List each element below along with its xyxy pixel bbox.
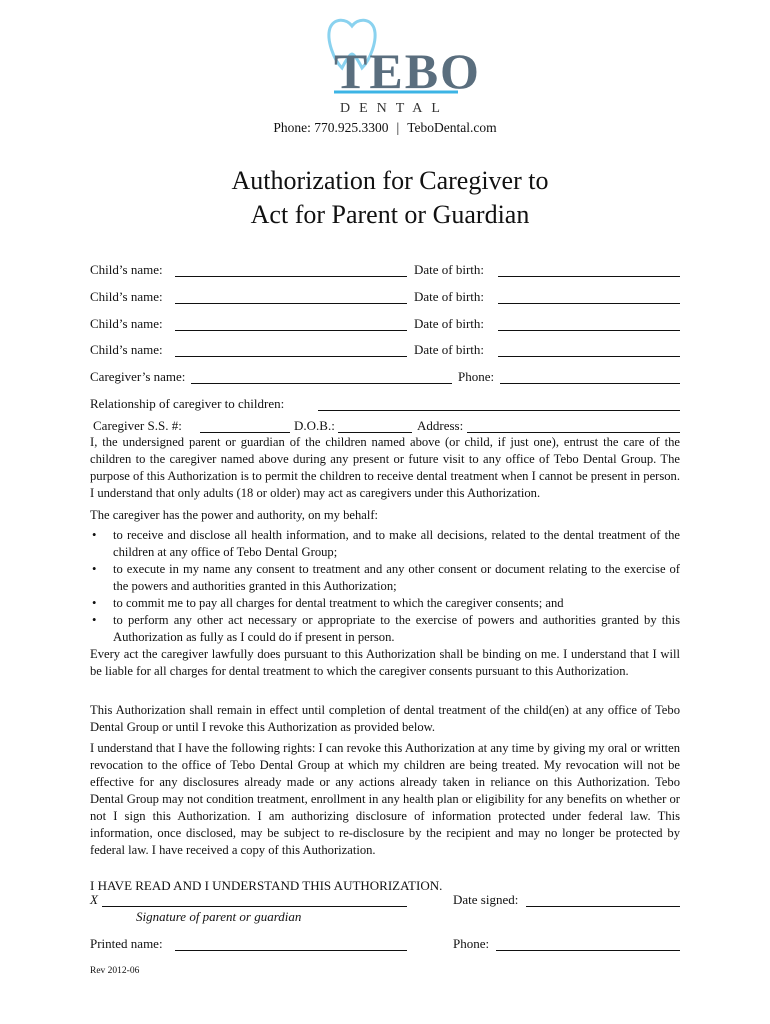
form-title: [0, 164, 770, 232]
phone-number: Phone: 770.925.3300: [273, 120, 389, 135]
child-dob-label: Date of birth:: [414, 342, 485, 357]
date-signed-field[interactable]: [526, 892, 680, 907]
acknowledgement-text: I HAVE READ AND I UNDERSTAND THIS AUTHORIZATION.: [90, 878, 443, 893]
caregiver-phone-field[interactable]: [500, 369, 680, 384]
relationship-field[interactable]: [318, 396, 680, 411]
child-name-label: Child’s name:: [90, 262, 163, 277]
relationship-label: Relationship of caregiver to children:: [90, 396, 285, 411]
child-row-4: [90, 342, 163, 358]
child-dob-field[interactable]: [498, 289, 680, 304]
child-dob-field[interactable]: [498, 262, 680, 277]
bullet: •: [92, 596, 97, 610]
logo-subtitle: DENTAL: [340, 101, 449, 116]
bullet: •: [92, 528, 97, 542]
caregiver-name-field[interactable]: [191, 369, 452, 384]
power-paragraph: The caregiver has the power and authority, on my behalf:: [90, 508, 379, 522]
binding-paragraph: Every act the caregiver lawfully does pursuant to this Authorization shall be binding on me. I understand that I will be liable for all charges for dental treatment to which the caregiver consents pursuant to this Authorization.: [90, 647, 680, 678]
caregiver-name-label: Caregiver’s name:: [90, 369, 186, 384]
website-link[interactable]: TeboDental.com: [407, 120, 497, 135]
child-dob-label: Date of birth:: [414, 262, 485, 277]
caregiver-dob-field[interactable]: [338, 418, 412, 433]
title-line-2: Act for Parent or Guardian: [250, 200, 530, 229]
rights-paragraph: I understand that I have the following rights: I can revoke this Authorization at any time by giving my oral or written revocation to the office of Tebo Dental Group at which my children are being treated. My revocation will not be effective for any disclosures already made or any actions already taken in reliance on this Authorization. Tebo Dental Group may not condition treatment, enrollment in any health plan or eligibility for any benefits on whether or not I sign this Authorization. I am authorizing disclosure of information protected under federal law. This information, once disclosed, may be subject to re-disclosure by the recipient and may no longer be protected by federal law. I have received a copy of this Authorization.: [90, 741, 680, 857]
printed-name-field[interactable]: [175, 936, 407, 951]
child-dob-label: Date of birth:: [414, 289, 485, 304]
effect-paragraph: This Authorization shall remain in effect until completion of dental treatment of the child(en) at any office of Tebo Dental Group or until I revoke this Authorization as provided below.: [90, 703, 680, 734]
bullet: •: [92, 562, 97, 576]
child-row-2: [90, 289, 163, 305]
list-item: • to receive and disclose all health information, and to make all decisions, related to the dental treatment of the children at any office of Tebo Dental Group;: [92, 528, 680, 559]
signer-phone-label: Phone:: [453, 936, 490, 951]
revision-note: Rev 2012-06: [90, 966, 140, 976]
date-signed-label: Date signed:: [453, 892, 519, 907]
child-name-field[interactable]: [175, 262, 407, 277]
signature-field[interactable]: [102, 892, 407, 907]
child-name-field[interactable]: [175, 316, 407, 331]
list-item: • to commit me to pay all charges for dental treatment to which the caregiver consents; and: [92, 596, 564, 610]
caregiver-address-field[interactable]: [467, 418, 680, 433]
child-dob-field[interactable]: [498, 342, 680, 357]
caregiver-phone-label: Phone:: [458, 369, 495, 384]
child-name-label: Child’s name:: [90, 342, 163, 357]
child-name-label: Child’s name:: [90, 316, 163, 331]
child-row-3: [90, 316, 163, 332]
bullet: •: [92, 613, 97, 627]
caregiver-ss-field[interactable]: [200, 418, 290, 433]
child-row-1: [90, 262, 163, 278]
child-dob-field[interactable]: [498, 316, 680, 331]
printed-name-label: Printed name:: [90, 936, 163, 951]
signature-x-mark: X: [90, 892, 98, 907]
child-name-field[interactable]: [175, 289, 407, 304]
child-name-label: Child’s name:: [90, 289, 163, 304]
caregiver-ss-label: Caregiver S.S. #:: [93, 418, 182, 433]
logo-wordmark: TEBO: [334, 43, 481, 99]
contact-line: [0, 120, 770, 136]
title-line-1: Authorization for Caregiver to: [231, 166, 549, 195]
signer-phone-field[interactable]: [496, 936, 680, 951]
caregiver-address-label: Address:: [417, 418, 464, 433]
signature-caption: Signature of parent or guardian: [136, 909, 302, 924]
tebo-dental-logo: [312, 16, 481, 116]
intro-paragraph: I, the undersigned parent or guardian of the children named above (or child, if just one), entrust the care of the children to the caregiver named above during any present or future visit to any office of Tebo Dental Group. The purpose of this Authorization is to permit the children to receive dental treatment when I cannot be present in person. I understand that only adults (18 or older) may act as caregivers under this Authorization.: [90, 435, 680, 500]
child-name-field[interactable]: [175, 342, 407, 357]
caregiver-dob-label: D.O.B.:: [294, 418, 335, 433]
contact-separator: |: [396, 120, 400, 135]
child-dob-label: Date of birth:: [414, 316, 485, 331]
list-item: • to execute in my name any consent to treatment and any other consent or document relating to the exercise of the powers and authorities granted in this Authorization;: [92, 562, 680, 593]
list-item: • to perform any other act necessary or appropriate to the exercise of powers and authorities granted by this Authorization as fully as I could do if present in person.: [92, 613, 680, 644]
powers-list: [90, 527, 680, 646]
